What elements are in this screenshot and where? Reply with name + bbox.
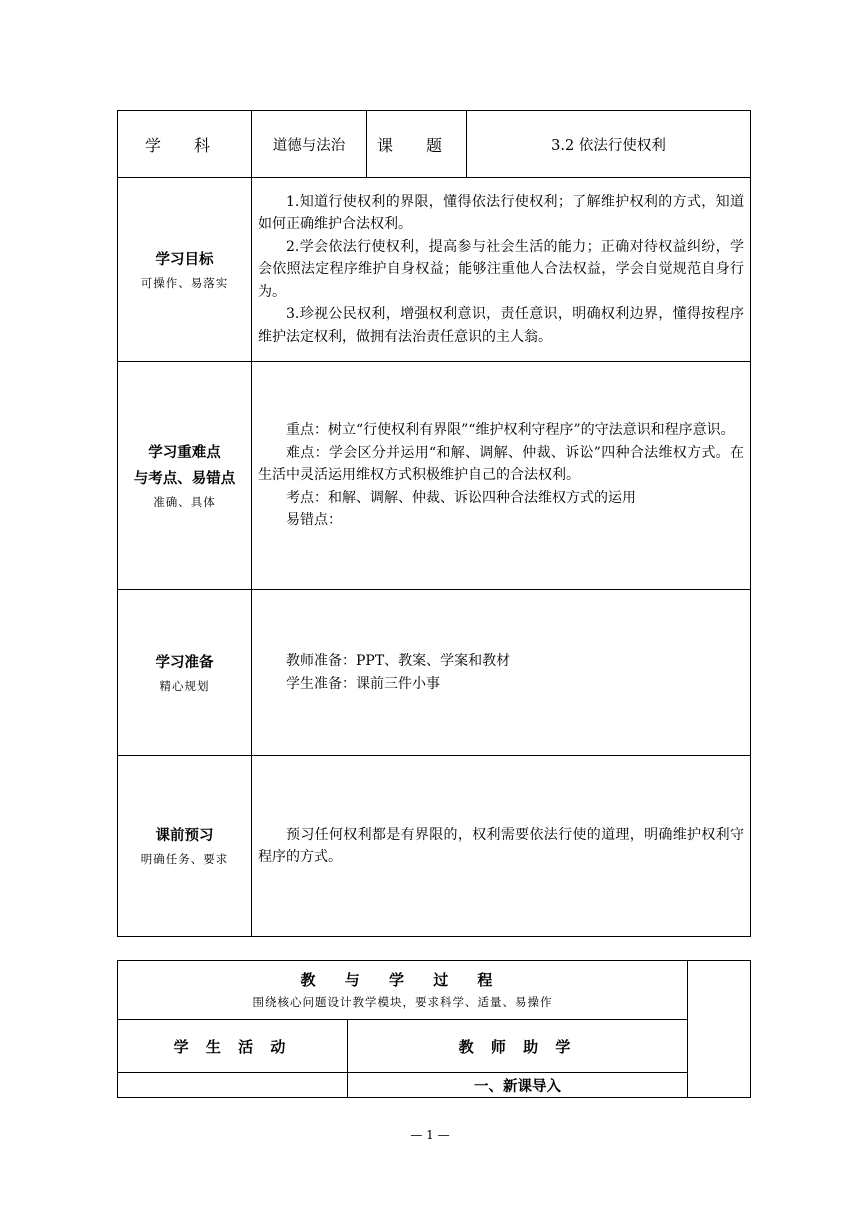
key-point-paragraph: 重点：树立“行使权利有界限”“维护权利守程序”的守法意识和程序意识。: [286, 422, 735, 439]
key-point-paragraph: 难点：学会区分并运用“和解、调解、仲裁、诉讼”四种合法维权方式。在生活中灵活运用维权方式积极维护自己的合法权利。: [258, 444, 744, 484]
teacher-assist-header: 教 师 助 学: [348, 1020, 688, 1073]
key-points-content: [252, 362, 751, 590]
learning-objectives-label-cell: [118, 178, 252, 362]
process-title: 教 与 学 过 程: [300, 971, 505, 989]
process-columns-row: [118, 1020, 751, 1073]
preparation-row: [118, 590, 751, 756]
preview-content: [252, 756, 751, 937]
key-point-paragraph: 易错点：: [286, 512, 342, 529]
subject-label: 学 科: [118, 111, 252, 178]
preparation-label: 学习准备: [155, 654, 214, 671]
intro-row: [118, 1073, 751, 1098]
learning-objectives-row: [118, 178, 751, 362]
preview-row: [118, 756, 751, 937]
preparation-label-cell: [118, 590, 252, 756]
preparation-content: [252, 590, 751, 756]
lesson-plan-table: [117, 110, 751, 937]
preparation-paragraph: 学生准备：课前三件小事: [286, 675, 440, 692]
key-points-row: [118, 362, 751, 590]
new-lesson-intro-heading: 一、新课导入: [348, 1073, 688, 1098]
preparation-paragraph: 教师准备：PPT、教案、学案和教材: [286, 653, 511, 669]
key-points-label-cell: [118, 362, 252, 590]
process-header-row: [118, 961, 751, 1020]
preview-label-cell: [118, 756, 252, 937]
header-row: [118, 111, 751, 178]
key-point-paragraph: 考点：和解、调解、仲裁、诉讼四种合法维权方式的运用: [286, 489, 636, 506]
objective-paragraph: 3.珍视公民权利，增强权利意识，责任意识，明确权利边界，懂得按程序维护法定权利，做拥有法治责任意识的主人翁。: [258, 306, 744, 345]
process-header-cell: [118, 961, 688, 1020]
key-points-label-2: 与考点、易错点: [133, 470, 236, 487]
topic-value: 3.2 依法行使权利: [467, 111, 751, 178]
objective-paragraph: 1.知道行使权利的界限，懂得依法行使权利；了解维护权利的方式，知道如何正确维护合法权利。: [258, 193, 744, 233]
process-table: [117, 960, 751, 1098]
learning-objectives-sublabel: 可操作、易落实: [140, 275, 229, 290]
topic-label: 课 题: [367, 111, 467, 178]
subject-value: 道德与法治: [252, 111, 367, 178]
preparation-sublabel: 精心规划: [159, 678, 210, 693]
learning-objectives-content: [252, 178, 751, 362]
intro-student-cell: [118, 1073, 348, 1098]
key-points-sublabel: 准确、具体: [153, 494, 216, 509]
process-subtitle: 围绕核心问题设计教学模块，要求科学、适量、易操作: [252, 995, 553, 1009]
preview-paragraph: 预习任何权利都是有界限的，权利需要依法行使的道理，明确维护权利守程序的方式。: [258, 826, 744, 865]
learning-objectives-label: 学习目标: [155, 251, 214, 268]
page-number: — 1 —: [410, 1128, 450, 1142]
key-points-label: 学习重难点: [148, 444, 221, 461]
preview-sublabel: 明确任务、要求: [140, 852, 229, 866]
preview-label: 课前预习: [155, 828, 214, 844]
student-activity-header: 学 生 活 动: [118, 1020, 348, 1073]
process-side-cell: [688, 961, 751, 1098]
objective-paragraph: 2.学会依法行使权利，提高参与社会生活的能力；正确对待权益纠纷，学会依照法定程序维护自身权益；能够注重他人合法权益，学会自觉规范自身行为。: [258, 238, 744, 300]
